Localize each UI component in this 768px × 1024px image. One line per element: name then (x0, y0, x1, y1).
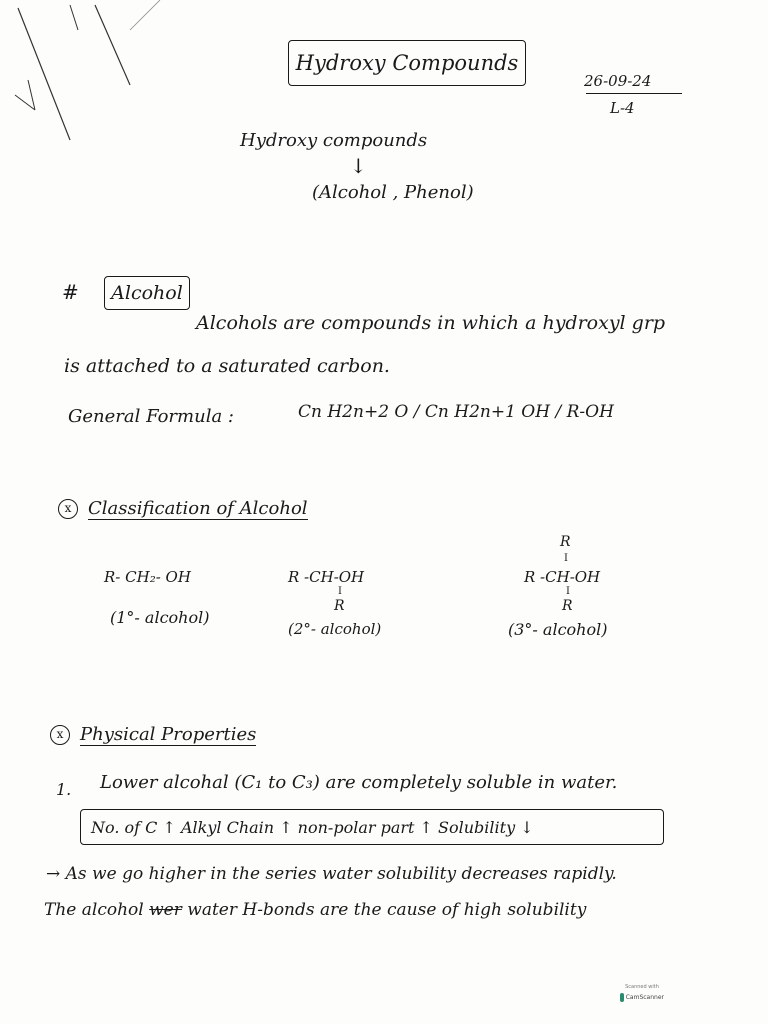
classification-heading-text: Classification of Alcohol (88, 498, 308, 519)
intro-heading: Hydroxy compounds (240, 130, 428, 151)
camscanner-watermark (620, 984, 664, 1014)
alcohol-definition-line2: is attached to a saturated carbon. (64, 355, 390, 377)
bullet-x-icon: x (50, 725, 70, 745)
alcohol-definition-line1: Alcohols are compounds in which a hydroxyl grp (196, 312, 666, 334)
solubility-trend-box: No. of C ↑ Alkyl Chain ↑ non-polar part ↑ Solubility ↓ (80, 809, 664, 845)
physical-properties-heading (50, 724, 256, 745)
physical-properties-heading-text: Physical Properties (80, 724, 257, 745)
tertiary-top-substituent: R (560, 534, 571, 550)
tertiary-alcohol-label: (3°- alcohol) (508, 620, 608, 639)
tertiary-alcohol-formula: R -CH-OH (524, 568, 601, 586)
point-1-text: Lower alcohal (C₁ to C₃) are completely soluble in water. (100, 772, 618, 793)
down-arrow-icon: ↓ (350, 154, 367, 178)
secondary-substituent: R (334, 598, 345, 614)
point-1-number: 1. (56, 780, 72, 799)
date-text: 26-09-24 (584, 72, 652, 90)
line4-start: The alcohol (44, 900, 144, 920)
tertiary-top-bond: I (564, 553, 568, 564)
camscanner-logo-icon (620, 993, 624, 1002)
secondary-alcohol-formula: R -CH-OH (288, 568, 365, 586)
intro-split: (Alcohol , Phenol) (312, 182, 474, 203)
primary-alcohol-formula: R- CH₂- OH (104, 568, 191, 586)
series-solubility-text: → As we go higher in the series water solubility decreases rapidly. (46, 864, 617, 884)
page-title: Hydroxy Compounds (288, 40, 526, 86)
tertiary-bottom-bond: I (566, 586, 570, 597)
date-divider (586, 93, 682, 94)
struck-word: wer (149, 900, 182, 920)
general-formula-value: Cn H2n+2 O / Cn H2n+1 OH / R-OH (298, 402, 614, 422)
alcohol-heading: Alcohol (104, 276, 190, 310)
general-formula-label: General Formula : (68, 406, 234, 427)
line4-end: water H-bonds are the cause of high solubility (187, 900, 587, 920)
primary-alcohol-label: (1°- alcohol) (110, 608, 210, 627)
lecture-number: L-4 (610, 99, 635, 117)
secondary-bond: I (338, 586, 342, 597)
hash-bullet: # (62, 280, 79, 304)
watermark-brand: CamScanner (625, 994, 664, 1001)
classification-heading (58, 498, 308, 519)
watermark-caption: Scanned with (625, 984, 659, 990)
bullet-x-icon: x (58, 499, 78, 519)
hydrogen-bond-text (44, 900, 586, 920)
secondary-alcohol-label: (2°- alcohol) (288, 620, 382, 638)
tertiary-bottom-substituent: R (562, 598, 573, 614)
